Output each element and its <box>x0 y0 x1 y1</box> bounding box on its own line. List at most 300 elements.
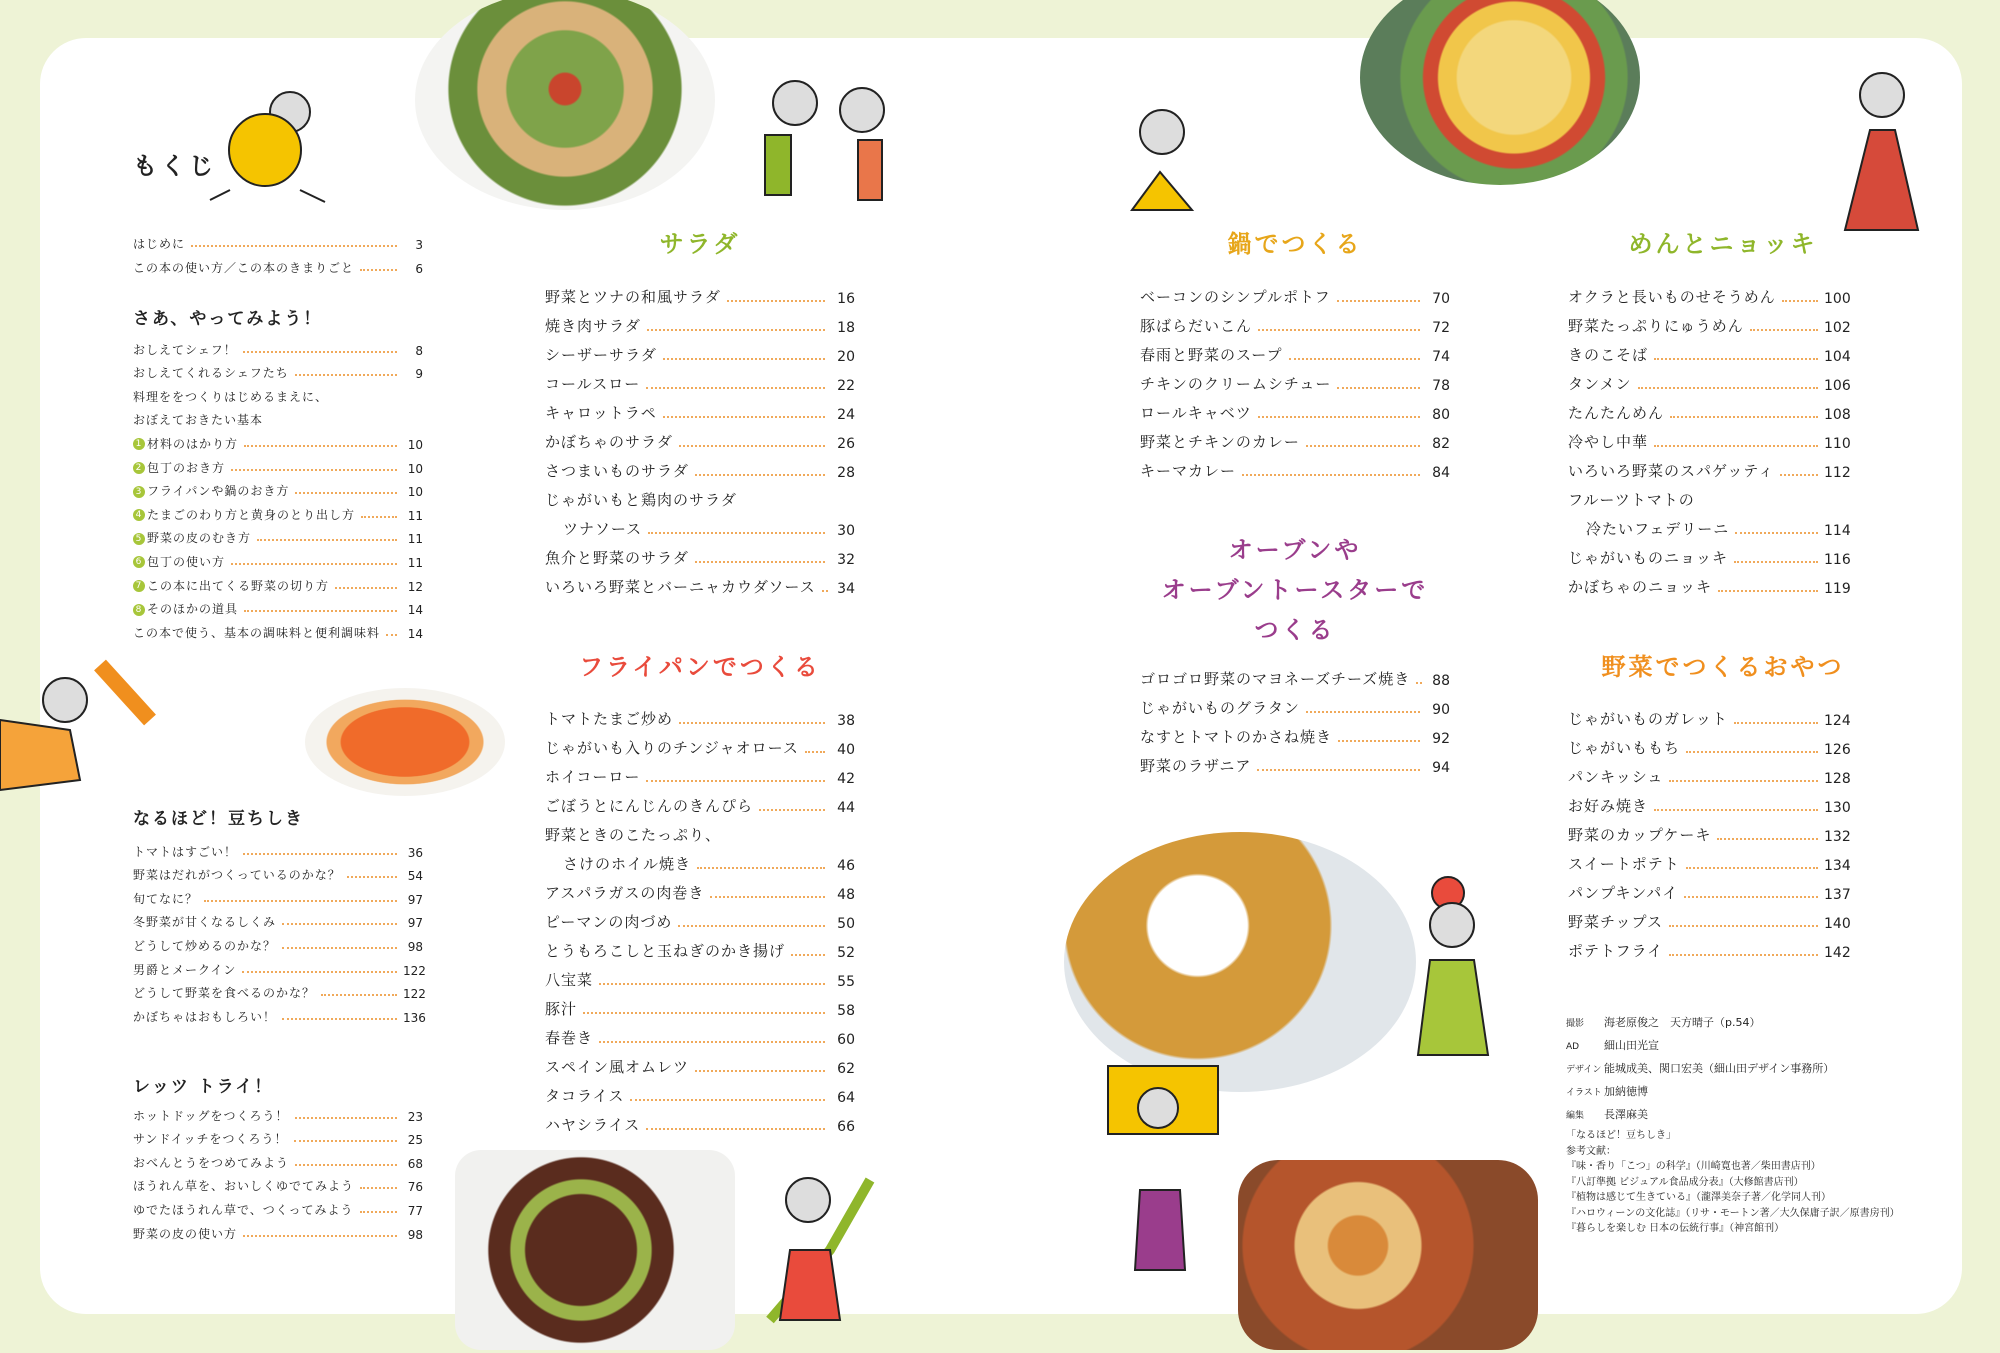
dotted-leader <box>647 329 825 331</box>
dotted-leader <box>1258 416 1420 418</box>
toc-entry-page: 100 <box>1824 291 1851 307</box>
toc-entry-page: 137 <box>1824 887 1851 903</box>
dotted-leader <box>599 1041 825 1043</box>
step-number-badge: 8 <box>133 604 145 616</box>
chef-with-asparagus-illustration <box>770 1178 870 1320</box>
toc-entry[interactable] <box>133 428 423 452</box>
toc-entry[interactable] <box>545 758 855 787</box>
dotted-leader <box>630 1099 825 1101</box>
toc-entry[interactable] <box>1140 278 1450 307</box>
toc-entry[interactable] <box>133 594 423 618</box>
nabe-list <box>1140 278 1450 481</box>
toc-entry[interactable] <box>545 423 855 452</box>
toc-entry-page: 36 <box>407 845 423 860</box>
toc-entry-page: 42 <box>837 771 855 787</box>
toc-entry-title <box>1140 460 1236 481</box>
toc-entry-page: 77 <box>407 1203 423 1218</box>
toc-entry[interactable] <box>133 883 423 907</box>
toc-entry-title <box>545 940 785 961</box>
toc-entry[interactable] <box>545 539 855 568</box>
toc-entry-title <box>133 388 328 405</box>
toc-entry-text: 野菜の皮の使い方 <box>133 1226 238 1241</box>
toc-entry-text: ポテトフライ <box>1568 942 1664 960</box>
toc-entry-title <box>133 482 289 499</box>
dotted-leader <box>646 387 825 389</box>
toc-entry[interactable] <box>133 930 423 954</box>
toc-entry[interactable] <box>545 903 855 932</box>
toc-entry-text: きのこそば <box>1568 346 1649 364</box>
toc-entry-title <box>1140 402 1252 423</box>
toc-entry-text: じゃがいももち <box>1568 739 1681 757</box>
toc-entry[interactable] <box>133 860 423 884</box>
toc-entry-page: 34 <box>837 581 855 597</box>
toc-entry[interactable] <box>133 546 423 570</box>
toc-entry[interactable] <box>133 381 423 405</box>
toc-entry-title <box>545 547 689 568</box>
toc-entry[interactable] <box>133 1194 423 1218</box>
dotted-leader <box>697 867 825 869</box>
toc-entry[interactable] <box>1568 307 1851 336</box>
toc-entry[interactable] <box>545 510 855 539</box>
toc-entry[interactable] <box>1568 539 1851 568</box>
toc-entry-text: かぼちゃのサラダ <box>545 433 673 451</box>
noodle-heading: めんとニョッキ <box>1628 230 1818 258</box>
dotted-leader <box>231 469 397 471</box>
toc-entry[interactable] <box>133 617 423 641</box>
toc-entry[interactable] <box>133 452 423 476</box>
toc-entry-page: 44 <box>837 800 855 816</box>
toc-entry[interactable] <box>545 307 855 336</box>
toc-entry-page: 97 <box>407 892 423 907</box>
toc-entry[interactable] <box>1140 307 1450 336</box>
toc-entry[interactable] <box>1568 729 1851 758</box>
toc-entry-page: 128 <box>1824 771 1851 787</box>
toc-entry-text: スイートポテト <box>1568 855 1680 873</box>
dotted-leader <box>648 532 825 534</box>
dotted-leader <box>1717 838 1818 840</box>
toc-entry-title <box>133 913 276 930</box>
toc-entry[interactable] <box>545 1106 855 1135</box>
dotted-leader <box>294 1140 397 1142</box>
toc-entry-text: トマトたまご炒め <box>545 710 674 728</box>
toc-entry-page: 10 <box>407 437 423 452</box>
toc-entry-page: 23 <box>407 1109 423 1124</box>
toc-entry-page: 9 <box>415 367 423 382</box>
toc-entry[interactable] <box>133 1100 423 1124</box>
credit-row <box>1566 1104 1896 1127</box>
toc-entry-page: 28 <box>837 465 855 481</box>
toc-entry-text: じゃがいも入りのチンジャオロース <box>545 739 799 757</box>
toc-entry-page: 94 <box>1432 760 1450 776</box>
dotted-leader <box>282 1018 397 1020</box>
dotted-leader <box>231 563 397 565</box>
toc-entry[interactable] <box>1568 481 1848 510</box>
toc-entry[interactable] <box>1568 845 1851 874</box>
toc-entry-title <box>1568 882 1678 903</box>
toc-entry[interactable] <box>133 499 423 523</box>
toc-entry-title <box>133 984 315 1001</box>
dotted-leader <box>1654 358 1818 360</box>
toc-entry-title <box>545 373 640 394</box>
toc-entry-text: 野菜ときのこたっぷり、 <box>545 826 722 844</box>
toc-entry[interactable] <box>545 568 855 597</box>
frypan-list <box>545 700 855 1135</box>
toc-entry-text: そのほかの道具 <box>147 602 239 617</box>
toc-entry-title <box>133 259 354 276</box>
toc-entry-title <box>1140 344 1283 365</box>
toc-entry-page: 88 <box>1432 673 1450 689</box>
toc-entry-text: この本に出てくる野菜の切り方 <box>147 578 330 593</box>
dotted-leader <box>599 983 825 985</box>
dotted-leader <box>204 900 397 902</box>
toc-entry-title <box>1568 576 1712 597</box>
toc-entry-title <box>133 1177 354 1194</box>
toc-entry[interactable] <box>1568 423 1851 452</box>
dotted-leader <box>679 722 825 724</box>
toc-entry[interactable] <box>1568 932 1851 961</box>
toc-entry-text: おぼえておきたい基本 <box>133 413 264 428</box>
toc-entry-title <box>133 341 237 358</box>
toc-entry-text: 野菜チップス <box>1568 913 1663 931</box>
dotted-leader <box>1306 445 1420 447</box>
toc-entry-page: 64 <box>837 1090 855 1106</box>
toc-entry-text: この本の使い方／この本のきまりごと <box>133 261 355 275</box>
toc-entry-text: じゃがいものガレット <box>1568 710 1728 728</box>
toc-entry[interactable] <box>133 1001 426 1025</box>
toc-entry-title <box>133 866 341 883</box>
toc-entry[interactable] <box>1140 394 1450 423</box>
toc-entry[interactable] <box>545 394 855 423</box>
toc-entry[interactable] <box>1140 747 1450 776</box>
toc-entry[interactable] <box>133 1147 423 1171</box>
toc-entry-text: 旬てなに？ <box>133 891 199 906</box>
toc-entry-page: 78 <box>1432 378 1450 394</box>
dotted-leader <box>791 954 825 956</box>
toc-entry[interactable] <box>1568 452 1851 481</box>
toc-entry-page: 10 <box>407 461 423 476</box>
noodle-list <box>1568 278 1851 597</box>
toc-entry-page: 82 <box>1432 436 1450 452</box>
toc-entry[interactable] <box>545 961 855 990</box>
toc-entry-text: 八宝菜 <box>545 971 594 989</box>
toc-entry-title <box>1568 911 1663 932</box>
toc-entry-page: 55 <box>837 974 855 990</box>
toc-entry-page: 97 <box>407 916 423 931</box>
toc-entry[interactable] <box>545 336 855 365</box>
dotted-leader <box>1258 329 1420 331</box>
toc-entry-text: 豚ばらだいこん <box>1140 317 1253 335</box>
toc-entry-title <box>1140 668 1410 689</box>
reference-line: 『植物は感じて生きている』（瀧澤美奈子著／化学同人刊） <box>1566 1192 1831 1203</box>
toc-entry-text: ハヤシライス <box>545 1116 641 1134</box>
dotted-leader <box>1684 896 1818 898</box>
toc-entry-title <box>133 235 185 252</box>
toc-entry[interactable] <box>545 874 855 903</box>
toc-entry[interactable] <box>1568 816 1851 845</box>
dotted-leader <box>663 358 825 360</box>
toc-entry[interactable] <box>133 978 426 1002</box>
toc-entry[interactable] <box>1568 568 1851 597</box>
toc-entry-title <box>545 1085 624 1106</box>
toc-entry-title <box>1568 431 1648 452</box>
toc-entry[interactable] <box>133 954 426 978</box>
toc-entry-text: ベーコンのシンプルポトフ <box>1140 288 1331 306</box>
toc-entry[interactable] <box>545 278 855 307</box>
toc-entry[interactable] <box>545 700 855 729</box>
toc-entry[interactable] <box>1568 510 1851 539</box>
toc-entry[interactable] <box>545 787 855 816</box>
toc-entry[interactable] <box>545 481 855 510</box>
toc-entry[interactable] <box>133 405 423 429</box>
toc-entry-title <box>545 824 721 845</box>
toc-entry-title <box>133 553 225 570</box>
credit-value: 能城成美、関口宏美（細山田デザイン事務所） <box>1604 1062 1835 1075</box>
toc-entry[interactable] <box>133 1218 423 1242</box>
toc-entry-title <box>1140 286 1331 307</box>
dotted-leader <box>822 590 828 592</box>
dotted-leader <box>295 374 397 376</box>
dotted-leader <box>257 539 397 541</box>
toc-entry-title <box>545 286 721 307</box>
toc-entry[interactable] <box>133 1171 423 1195</box>
toc-entry[interactable] <box>133 1124 423 1148</box>
toc-entry-title <box>545 795 753 816</box>
reference-line: 『ハロウィーンの文化誌』（リサ・モートン著／大久保庸子訳／原書房刊） <box>1566 1207 1900 1219</box>
step-number-badge: 7 <box>133 580 145 592</box>
toc-entry[interactable] <box>1140 365 1450 394</box>
toc-entry-text: 冬野菜が甘くなるしくみ <box>133 915 277 930</box>
chef-eating-noodles-illustration <box>1845 73 1918 230</box>
dotted-leader <box>386 634 397 636</box>
toc-entry-text: 野菜たっぷりにゅうめん <box>1568 317 1744 335</box>
toc-entry-text: タンメン <box>1568 375 1632 393</box>
toc-entry[interactable] <box>1568 336 1851 365</box>
toc-entry-text: じゃがいものグラタン <box>1140 699 1300 717</box>
toc-entry-title <box>133 843 237 860</box>
toc-entry-page: 18 <box>837 320 855 336</box>
toc-entry-title <box>545 766 640 787</box>
toc-entry-text: 焼き肉サラダ <box>545 317 641 335</box>
chefs-with-blender-illustration <box>765 81 884 200</box>
toc-entry-text: どうして野菜を食べるのかな？ <box>133 986 316 1001</box>
toc-entry-title <box>545 969 593 990</box>
toc-entry-title <box>1568 708 1728 729</box>
dotted-leader <box>1669 925 1818 927</box>
credit-row <box>1566 1035 1896 1058</box>
toc-entry[interactable] <box>1140 689 1450 718</box>
toc-entry[interactable] <box>545 990 855 1019</box>
toc-entry[interactable] <box>1568 365 1851 394</box>
toc-entry-text: とうもろこしと玉ねぎのかき揚げ <box>545 942 786 960</box>
toc-entry[interactable] <box>545 816 855 845</box>
dotted-leader <box>646 1128 825 1130</box>
reference-line: 『暮らしを楽しむ 日本の伝統行事』（神宮館刊） <box>1566 1223 1785 1234</box>
toc-entry[interactable] <box>1568 394 1851 423</box>
toc-entry[interactable] <box>545 1019 855 1048</box>
toc-entry-text: 材料のはかり方 <box>147 436 239 451</box>
toc-entry[interactable] <box>1568 758 1851 787</box>
toc-entry-page: 14 <box>407 603 423 618</box>
toc-entry-title <box>545 1114 640 1135</box>
dotted-leader <box>335 587 397 589</box>
toc-entry-text: コールスロー <box>545 375 641 393</box>
toc-entry[interactable] <box>133 476 423 500</box>
toc-entry[interactable] <box>1568 700 1851 729</box>
toc-entry-title <box>545 853 691 874</box>
toc-entry-title <box>133 459 225 476</box>
toc-entry-title <box>1568 286 1776 307</box>
toc-entry-title <box>1568 940 1663 961</box>
dotted-leader <box>1337 387 1420 389</box>
toc-entry-page: 112 <box>1824 465 1851 481</box>
toc-entry-title <box>1568 489 1695 510</box>
toc-entry-title <box>133 506 355 523</box>
toc-entry-text: おしえてシェフ！ <box>133 342 237 357</box>
toc-entry-page: 119 <box>1824 581 1851 597</box>
toc-entry[interactable] <box>133 570 423 594</box>
toc-entry-text: パンキッシュ <box>1568 768 1664 786</box>
toc-entry[interactable] <box>1568 787 1851 816</box>
dotted-leader <box>242 971 397 973</box>
toc-entry[interactable] <box>545 452 855 481</box>
toc-entry[interactable] <box>133 836 423 860</box>
toc-entry-text: 春巻き <box>545 1029 594 1047</box>
reference-line: 『八訂準拠 ビジュアル食品成分表』（大修館書店刊） <box>1566 1176 1804 1188</box>
toc-entry-page: 122 <box>403 987 426 1002</box>
dotted-leader <box>1780 474 1818 476</box>
toc-entry-text: 冷やし中華 <box>1568 433 1649 451</box>
toc-entry-title <box>133 624 380 641</box>
toc-entry-page: 76 <box>407 1180 423 1195</box>
sweets-heading: 野菜でつくるおやつ <box>1601 653 1845 681</box>
dotted-leader <box>243 351 397 353</box>
toc-entry-text: 野菜の皮のむき方 <box>147 531 252 546</box>
toc-entry-text: オクラと長いものせそうめん <box>1568 288 1776 306</box>
toc-entry[interactable] <box>1568 278 1851 307</box>
toc-entry-page: 11 <box>407 532 423 547</box>
dotted-leader <box>361 516 397 518</box>
chef-with-orange-illustration <box>210 92 325 202</box>
oven-heading <box>1140 530 1450 650</box>
toc-entry-page: 84 <box>1432 465 1450 481</box>
toc-entry-page: 10 <box>407 485 423 500</box>
dotted-leader <box>244 610 397 612</box>
toc-entry[interactable] <box>133 523 423 547</box>
toc-entry-text: サンドイッチをつくろう！ <box>133 1132 288 1147</box>
toc-entry-page: 104 <box>1824 349 1851 365</box>
toc-entry-title <box>545 518 642 539</box>
toc-entry[interactable] <box>545 932 855 961</box>
dotted-leader <box>1257 769 1420 771</box>
toc-entry-text: さけのホイル焼き <box>563 855 692 873</box>
dotted-leader <box>1416 682 1422 684</box>
toc-entry[interactable] <box>133 252 423 276</box>
toc-entry-text: 豚汁 <box>545 1000 578 1018</box>
toc-entry-text: タコライス <box>545 1087 625 1105</box>
toc-entry-page: 92 <box>1432 731 1450 747</box>
dotted-leader <box>1734 722 1818 724</box>
toc-entry-page: 106 <box>1824 378 1851 394</box>
dotted-leader <box>1242 474 1420 476</box>
toc-entry-title <box>133 1130 288 1147</box>
oven-heading-line-2: オーブントースターで <box>1161 576 1429 604</box>
toc-entry-title <box>1140 726 1332 747</box>
toc-entry[interactable] <box>545 1048 855 1077</box>
toc-entry-page: 140 <box>1824 916 1851 932</box>
toc-entry[interactable] <box>545 729 855 758</box>
toc-entry[interactable] <box>1140 660 1450 689</box>
toc-entry-title <box>133 435 238 452</box>
nabe-heading: 鍋でつくる <box>1227 230 1363 258</box>
toc-entry-page: 102 <box>1824 320 1851 336</box>
trivia-list <box>133 836 426 1025</box>
reference-line: 参考文献： <box>1566 1145 1616 1157</box>
toc-entry-page: 130 <box>1824 800 1851 816</box>
toc-entry[interactable] <box>1140 452 1450 481</box>
toc-entry-page: 20 <box>837 349 855 365</box>
toc-entry-text: ツナソース <box>563 520 643 538</box>
toc-entry[interactable] <box>133 334 423 358</box>
dotted-leader <box>1669 954 1818 956</box>
credit-value: 細山田光宣 <box>1604 1039 1659 1052</box>
toc-entry[interactable] <box>545 365 855 394</box>
toc-entry-title <box>1568 853 1680 874</box>
toc-entry[interactable] <box>1140 423 1450 452</box>
toc-entry-text: 男爵とメークイン <box>133 962 237 977</box>
toc-entry-text: シーザーサラダ <box>545 346 657 364</box>
toc-entry[interactable] <box>545 1077 855 1106</box>
reference-line: 「なるほど！豆ちしき」 <box>1566 1130 1676 1141</box>
toc-entry-page: 114 <box>1824 523 1851 539</box>
toc-entry-text: かぼちゃのニョッキ <box>1568 578 1713 596</box>
toc-entry[interactable] <box>133 358 423 382</box>
toc-entry[interactable] <box>1140 718 1450 747</box>
credit-label: AD <box>1566 1042 1580 1052</box>
toc-entry-text: ホイコーロー <box>545 768 641 786</box>
toc-entry[interactable] <box>1568 903 1851 932</box>
toc-entry-page: 11 <box>407 508 423 523</box>
toc-entry[interactable] <box>1140 336 1450 365</box>
toc-entry[interactable] <box>133 907 423 931</box>
dotted-leader <box>360 1211 397 1213</box>
toc-entry-page: 30 <box>837 523 855 539</box>
toc-entry-title <box>133 1154 289 1171</box>
toc-entry[interactable] <box>1568 874 1851 903</box>
dotted-leader <box>1734 561 1818 563</box>
toc-entry-page: 68 <box>407 1156 423 1171</box>
toc-entry-text: スペイン風オムレツ <box>545 1058 690 1076</box>
dotted-leader <box>282 923 397 925</box>
toc-entry[interactable] <box>133 228 423 252</box>
reference-line: 『味・香り「こつ」の科学』（川崎寛也著／柴田書店刊） <box>1566 1161 1821 1172</box>
dotted-leader <box>1289 358 1420 360</box>
toc-entry-page: 74 <box>1432 349 1450 365</box>
toc-entry[interactable] <box>545 845 855 874</box>
toc-entry-title <box>1140 697 1300 718</box>
step-number-badge: 5 <box>133 533 145 545</box>
toc-entry-page: 22 <box>837 378 855 394</box>
dotted-leader <box>695 1070 825 1072</box>
toc-entry-text: 野菜はだれがつくっているのかな？ <box>133 868 341 883</box>
dotted-leader <box>678 925 825 927</box>
toc-entry-title <box>1568 547 1728 568</box>
dotted-leader <box>695 474 825 476</box>
toc-entry-page: 54 <box>407 869 423 884</box>
toc-entry-title <box>133 1008 276 1025</box>
credits-block <box>1566 1012 1896 1127</box>
toc-entry-text: 野菜とツナの和風サラダ <box>545 288 721 306</box>
dotted-leader <box>695 561 825 563</box>
